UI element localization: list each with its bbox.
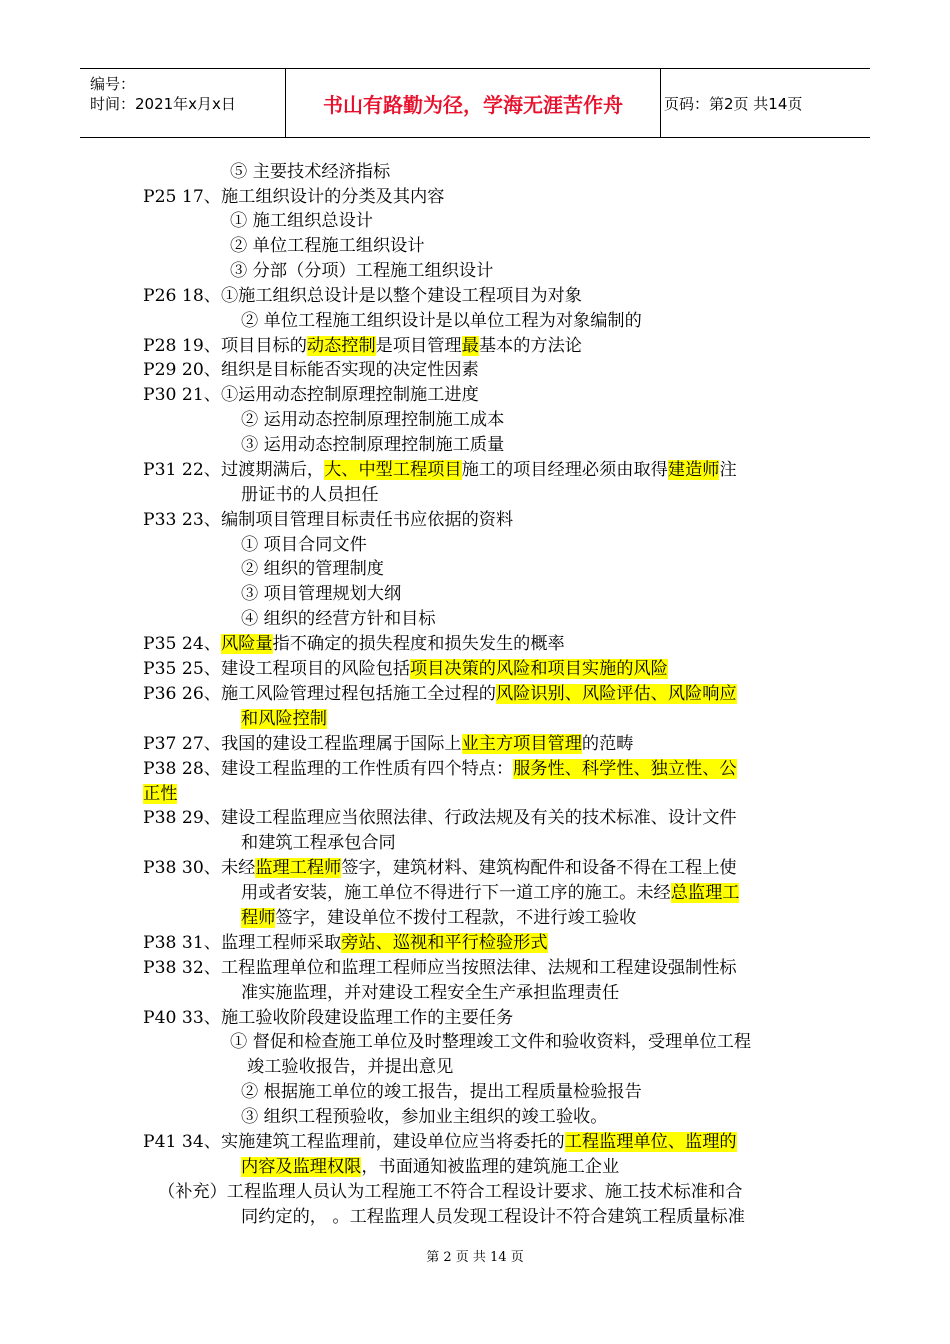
line-text: 同约定的， 。工程监理人员发现工程设计不符合建筑工程质量标准 <box>241 1207 745 1227</box>
page-info: 页码：第2页 共14页 <box>664 95 803 113</box>
line-text: 竣工验收报告，并提出意见 <box>247 1057 454 1077</box>
text-line <box>143 956 737 980</box>
highlighted-text: 业主方项目管理 <box>461 734 582 754</box>
highlighted-text: 风险识别、风险评估、风险响应 <box>495 684 737 704</box>
text-line <box>230 1030 751 1054</box>
line-text: P31 22、过渡期满后， <box>143 460 325 480</box>
text-line <box>241 707 327 731</box>
line-text: ① 项目合同文件 <box>241 535 367 555</box>
line-text: P33 23、编制项目管理目标责任书应依据的资料 <box>143 510 514 530</box>
text-line <box>241 881 739 905</box>
text-line <box>143 856 737 880</box>
motto: 书山有路勤为径，学海无涯苦作舟 <box>323 92 623 117</box>
highlighted-text: 建造师 <box>667 460 720 480</box>
line-text: P37 27、我国的建设工程监理属于国际上 <box>143 734 462 754</box>
text-line <box>247 1055 453 1079</box>
line-text: 是项目管理 <box>375 336 462 356</box>
text-line <box>241 533 367 557</box>
text-line <box>241 1155 619 1179</box>
line-text: 签字，建设单位不拨付工程款，不进行竣工验收 <box>275 908 637 928</box>
highlighted-text: 大、中型工程项目 <box>324 460 462 480</box>
text-line <box>143 284 582 308</box>
highlighted-text: 服务性、科学性、独立性、公 <box>513 759 737 779</box>
text-line <box>143 185 444 209</box>
text-line <box>143 358 479 382</box>
line-text: 施工的项目经理必须由取得 <box>461 460 668 480</box>
text-line <box>143 1006 513 1030</box>
highlighted-text: 风险量 <box>220 634 273 654</box>
line-text: P36 26、施工风险管理过程包括施工全过程的 <box>143 684 496 704</box>
text-line <box>143 732 634 756</box>
text-line <box>143 757 737 781</box>
highlighted-text: 和风险控制 <box>241 709 327 729</box>
line-text: 指不确定的损失程度和损失发生的概率 <box>272 634 565 654</box>
line-text: P25 17、施工组织设计的分类及其内容 <box>143 187 445 207</box>
highlighted-text: 监理工程师 <box>255 858 342 878</box>
highlighted-text: 动态控制 <box>306 336 376 356</box>
line-text: ③ 运用动态控制原理控制施工质量 <box>241 435 505 455</box>
highlighted-text: 工程监理单位、监理的 <box>564 1132 737 1152</box>
line-text: P38 28、建设工程监理的工作性质有四个特点： <box>143 759 514 779</box>
code-label: 编号： <box>90 75 136 93</box>
text-line <box>241 483 379 507</box>
line-text: 和建筑工程承包合同 <box>241 833 396 853</box>
text-line <box>230 160 390 184</box>
line-text: （补充）工程监理人员认为工程施工不符合工程设计要求、施工技术标准和合 <box>158 1182 743 1202</box>
line-text: ③ 组织工程预验收，参加业主组织的竣工验收。 <box>241 1107 608 1127</box>
line-text: ② 组织的管理制度 <box>241 559 384 579</box>
text-line <box>143 458 737 482</box>
line-text: P26 18、①施工组织总设计是以整个建设工程项目为对象 <box>143 286 582 306</box>
text-line <box>143 931 548 955</box>
text-line <box>241 408 504 432</box>
line-text: ② 单位工程施工组织设计 <box>230 236 425 256</box>
line-text: P30 21、①运用动态控制原理控制施工进度 <box>143 385 479 405</box>
line-text: ④ 组织的经营方针和目标 <box>241 609 436 629</box>
text-line <box>241 1105 607 1129</box>
line-text: P41 34、实施建筑工程监理前，建设单位应当将委托的 <box>143 1132 565 1152</box>
text-line <box>230 209 373 233</box>
text-line <box>143 334 582 358</box>
line-text: ② 单位工程施工组织设计是以单位工程为对象编制的 <box>241 311 642 331</box>
text-line <box>143 383 479 407</box>
highlighted-text: 旁站、巡视和平行检验形式 <box>341 933 548 953</box>
text-line <box>241 582 401 606</box>
text-line <box>241 1205 745 1229</box>
highlighted-text: 程师 <box>241 908 276 928</box>
line-text: 准实施监理，并对建设工程安全生产承担监理责任 <box>241 983 620 1003</box>
text-line <box>143 806 737 830</box>
highlighted-text: 正性 <box>143 784 178 804</box>
line-text: 册证书的人员担任 <box>241 485 379 505</box>
text-line <box>143 632 565 656</box>
date-label: 时间：2021年x月x日 <box>90 95 236 113</box>
line-text: ③ 分部（分项）工程施工组织设计 <box>230 261 494 281</box>
line-text: P35 24、 <box>143 634 221 654</box>
header-divider <box>660 69 661 137</box>
line-text: ② 根据施工单位的竣工报告，提出工程质量检验报告 <box>241 1082 642 1102</box>
line-text: P38 29、建设工程监理应当依照法律、行政法规及有关的技术标准、设计文件 <box>143 808 737 828</box>
text-line <box>241 906 636 930</box>
line-text: 签字，建筑材料、建筑构配件和设备不得在工程上使 <box>341 858 737 878</box>
text-line <box>230 259 493 283</box>
text-line <box>143 1130 737 1154</box>
page-footer: 第 2 页 共 14 页 <box>426 1250 524 1265</box>
line-text: 注 <box>719 460 737 480</box>
header-meta-cell <box>80 69 285 137</box>
line-text: 的范畴 <box>581 734 634 754</box>
text-line <box>241 1080 642 1104</box>
line-text: ① 督促和检查施工单位及时整理竣工文件和验收资料，受理单位工程 <box>230 1032 752 1052</box>
text-line <box>241 831 396 855</box>
line-text: ② 运用动态控制原理控制施工成本 <box>241 410 505 430</box>
text-line <box>241 433 504 457</box>
text-line <box>241 557 384 581</box>
text-line <box>143 508 513 532</box>
line-text: ① 施工组织总设计 <box>230 211 373 231</box>
text-line <box>143 682 737 706</box>
line-text: P29 20、组织是目标能否实现的决定性因素 <box>143 360 479 380</box>
text-line <box>143 782 177 806</box>
text-line <box>230 234 425 258</box>
line-text: P38 32、工程监理单位和监理工程师应当按照法律、法规和工程建设强制性标 <box>143 958 737 978</box>
text-line <box>158 1180 742 1204</box>
line-text: P38 31、监理工程师采取 <box>143 933 342 953</box>
text-line <box>241 981 619 1005</box>
highlighted-text: 最 <box>461 336 479 356</box>
highlighted-text: 总监理工 <box>670 883 740 903</box>
line-text: ，书面通知被监理的建筑施工企业 <box>361 1157 620 1177</box>
document-header <box>80 68 870 138</box>
line-text: P38 30、未经 <box>143 858 256 878</box>
line-text: P28 19、项目目标的 <box>143 336 307 356</box>
text-line <box>241 607 436 631</box>
line-text: P35 25、建设工程项目的风险包括 <box>143 659 411 679</box>
text-line <box>241 309 642 333</box>
line-text: 基本的方法论 <box>478 336 582 356</box>
highlighted-text: 内容及监理权限 <box>241 1157 362 1177</box>
line-text: ③ 项目管理规划大纲 <box>241 584 402 604</box>
line-text: 用或者安装，施工单位不得进行下一道工序的施工。未经 <box>241 883 671 903</box>
text-line <box>143 657 668 681</box>
line-text: P40 33、施工验收阶段建设监理工作的主要任务 <box>143 1008 514 1028</box>
highlighted-text: 项目决策的风险和项目实施的风险 <box>410 659 668 679</box>
line-text: ⑤ 主要技术经济指标 <box>230 162 391 182</box>
